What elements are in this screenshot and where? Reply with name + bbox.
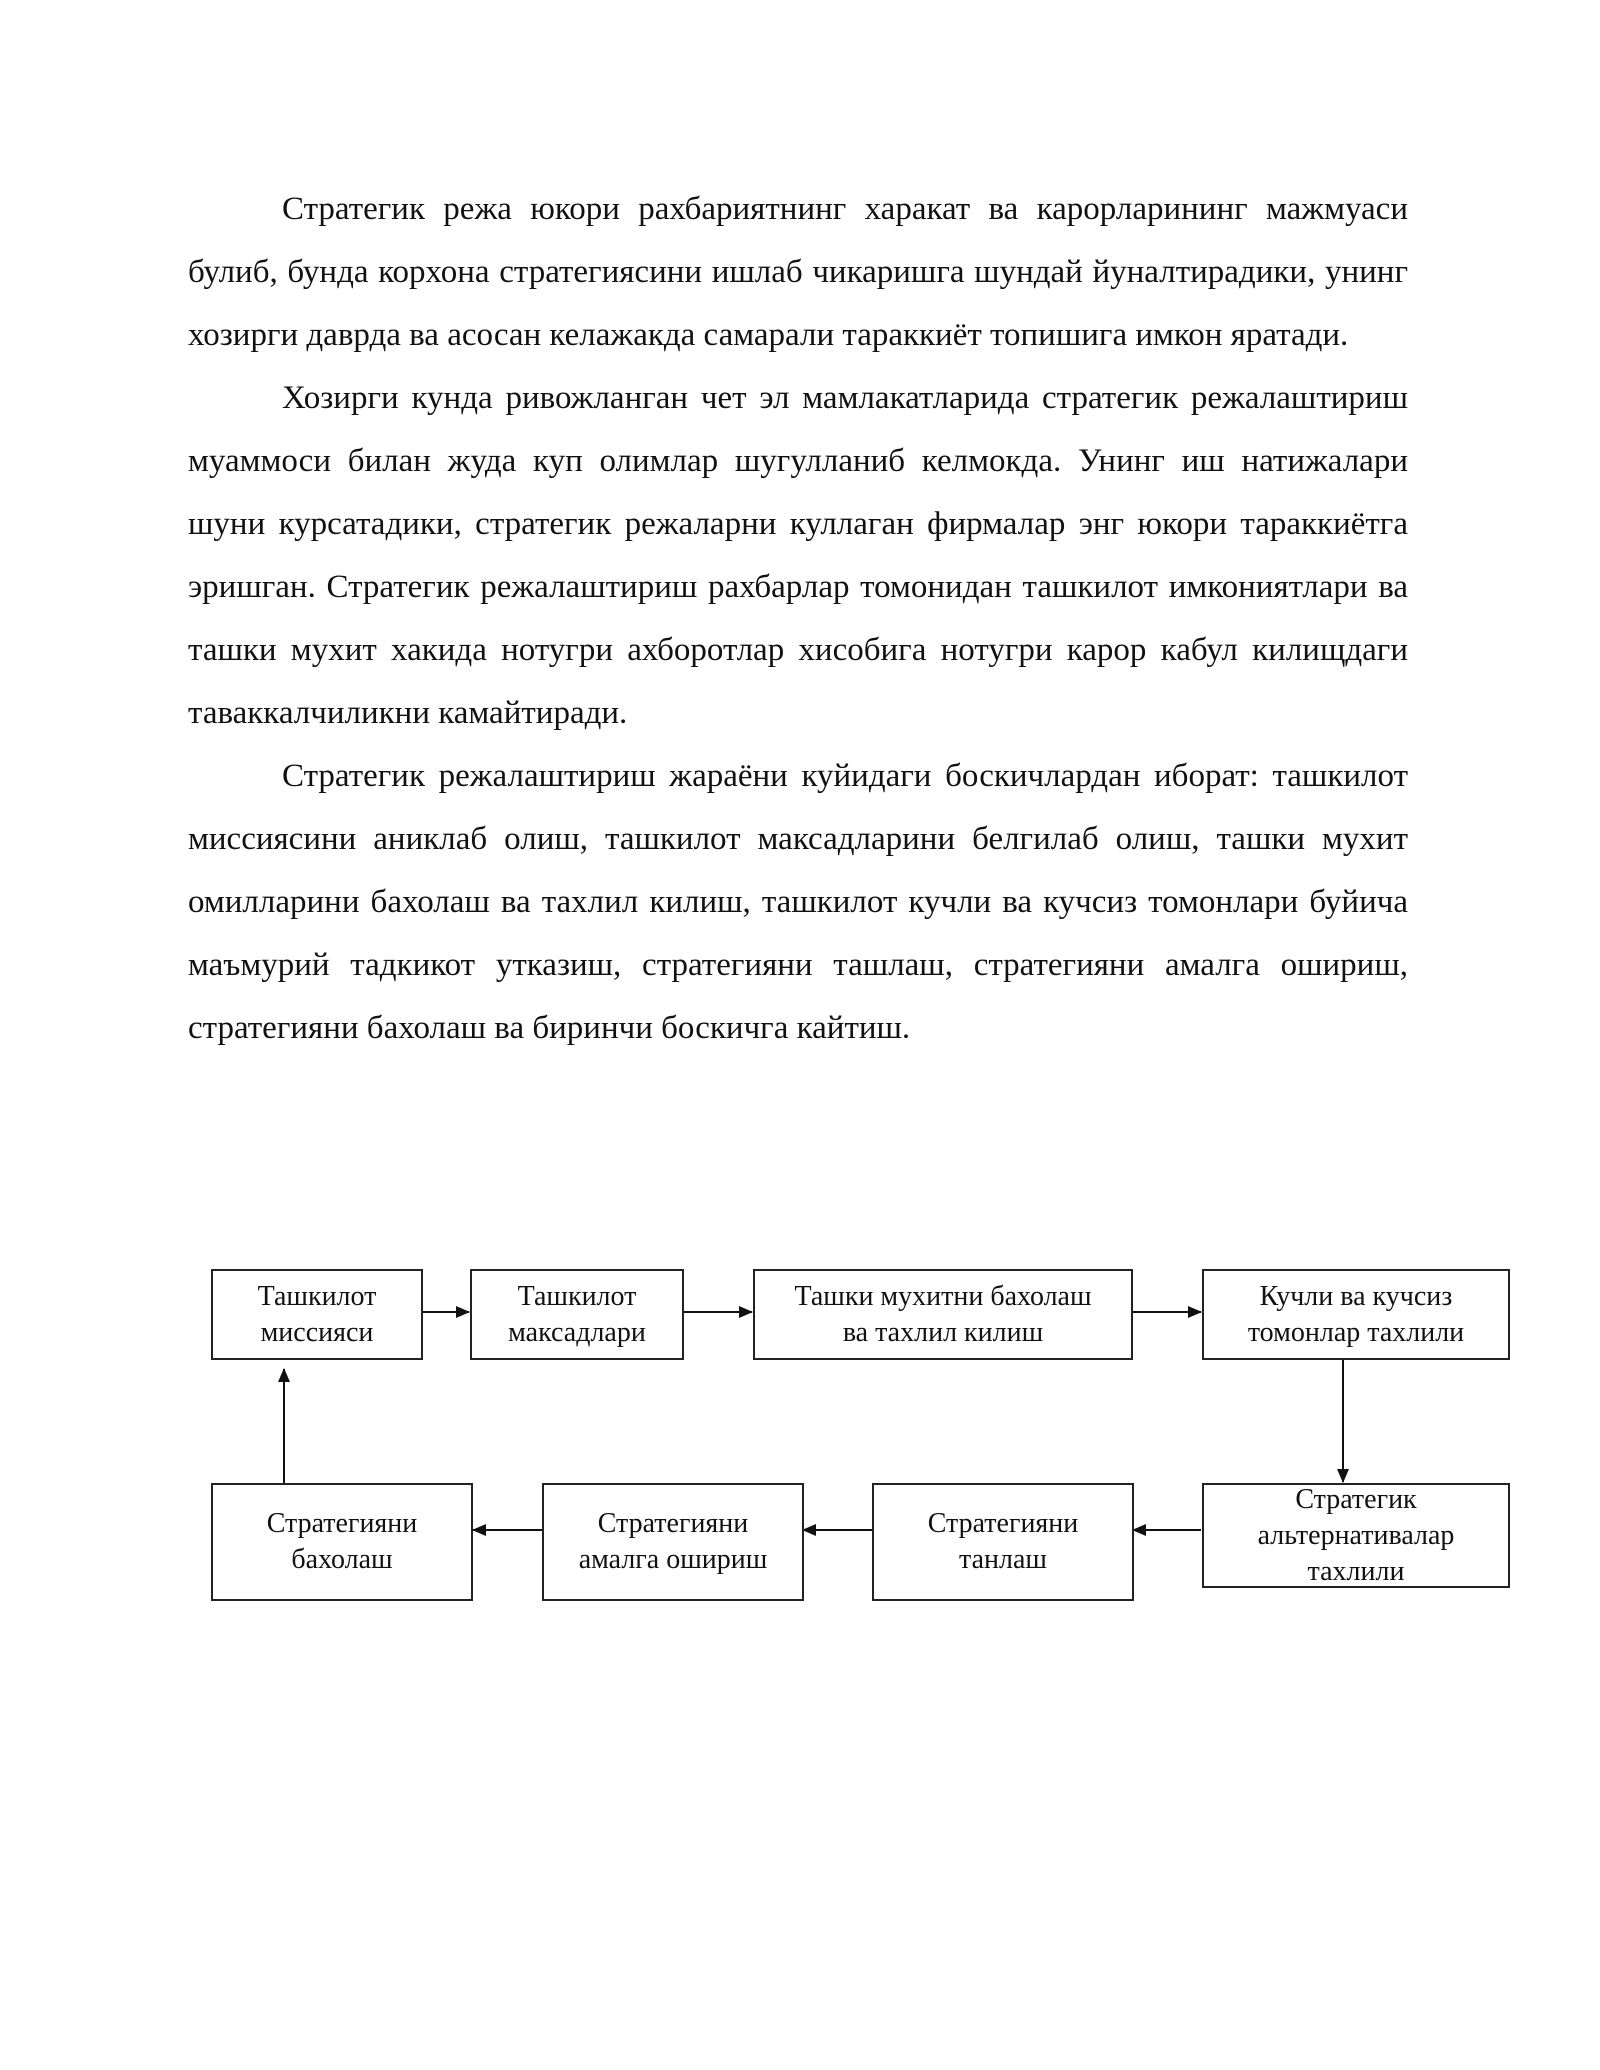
box-mission <box>211 1269 423 1360</box>
box-evaluation <box>211 1483 473 1601</box>
box-goals-label: Ташкилот максадлари <box>508 1280 646 1348</box>
box-alternatives <box>1202 1483 1510 1588</box>
box-environment-label: Ташки мухитни бахолаш ва тахлил килиш <box>794 1280 1092 1348</box>
box-choice <box>872 1483 1134 1601</box>
body-text <box>188 178 1408 1060</box>
box-evaluation-label: Стратегияни бахолаш <box>266 1508 418 1575</box>
box-choice-label: Стратегияни танлаш <box>927 1508 1079 1575</box>
box-goals <box>470 1269 684 1360</box>
paragraph-1: Стратегик режа юкори рахбариятнинг харакат ва карорларининг мажмуаси булиб, бунда корхона стратегиясини ишлаб чикаришга шундай йуналтирадики, унинг хозирги даврда ва асосан келажакда самарали тараккиёт топишига имкон яратади. <box>188 191 1408 353</box>
box-mission-label: Ташкилот миссияси <box>257 1280 377 1348</box>
box-strengths-label: Кучли ва кучсиз томонлар тахлили <box>1247 1280 1465 1348</box>
box-strengths <box>1202 1269 1510 1360</box>
box-implementation <box>542 1483 804 1601</box>
box-environment <box>753 1269 1133 1360</box>
paragraph-2: Хозирги кунда ривожланган чет эл мамлакатларида стратегик режалаштириш муаммоси билан жуда куп олимлар шугулланиб келмокда. Унинг иш натижалари шуни курсатадики, стратегик режаларни куллаган фирмалар энг юкори тараккиётга эришган. Стратегик режалаштириш рахбарлар томонидан ташкилот имкониятлари ва ташки мухит хакида нотугри ахборотлар хисобига нотугри карор кабул килищдаги таваккалчиликни камайтиради. <box>188 380 1408 731</box>
box-alternatives-label: Стратегик альтернативалар тахлили <box>1257 1483 1455 1587</box>
paragraph-3: Стратегик режалаштириш жараёни куйидаги боскичлардан иборат: ташкилот миссиясини аниклаб олиш, ташкилот максадларини белгилаб олиш, ташки мухит омилларини бахолаш ва тахлил килиш, ташкилот кучли ва кучсиз томонлари буйича маъмурий тадкикот утказиш, стратегияни ташлаш, стратегияни амалга ошириш, стратегияни бахолаш ва биринчи боскичга кайтиш. <box>188 758 1408 1046</box>
box-implementation-label: Стратегияни амалга ошириш <box>578 1508 768 1575</box>
